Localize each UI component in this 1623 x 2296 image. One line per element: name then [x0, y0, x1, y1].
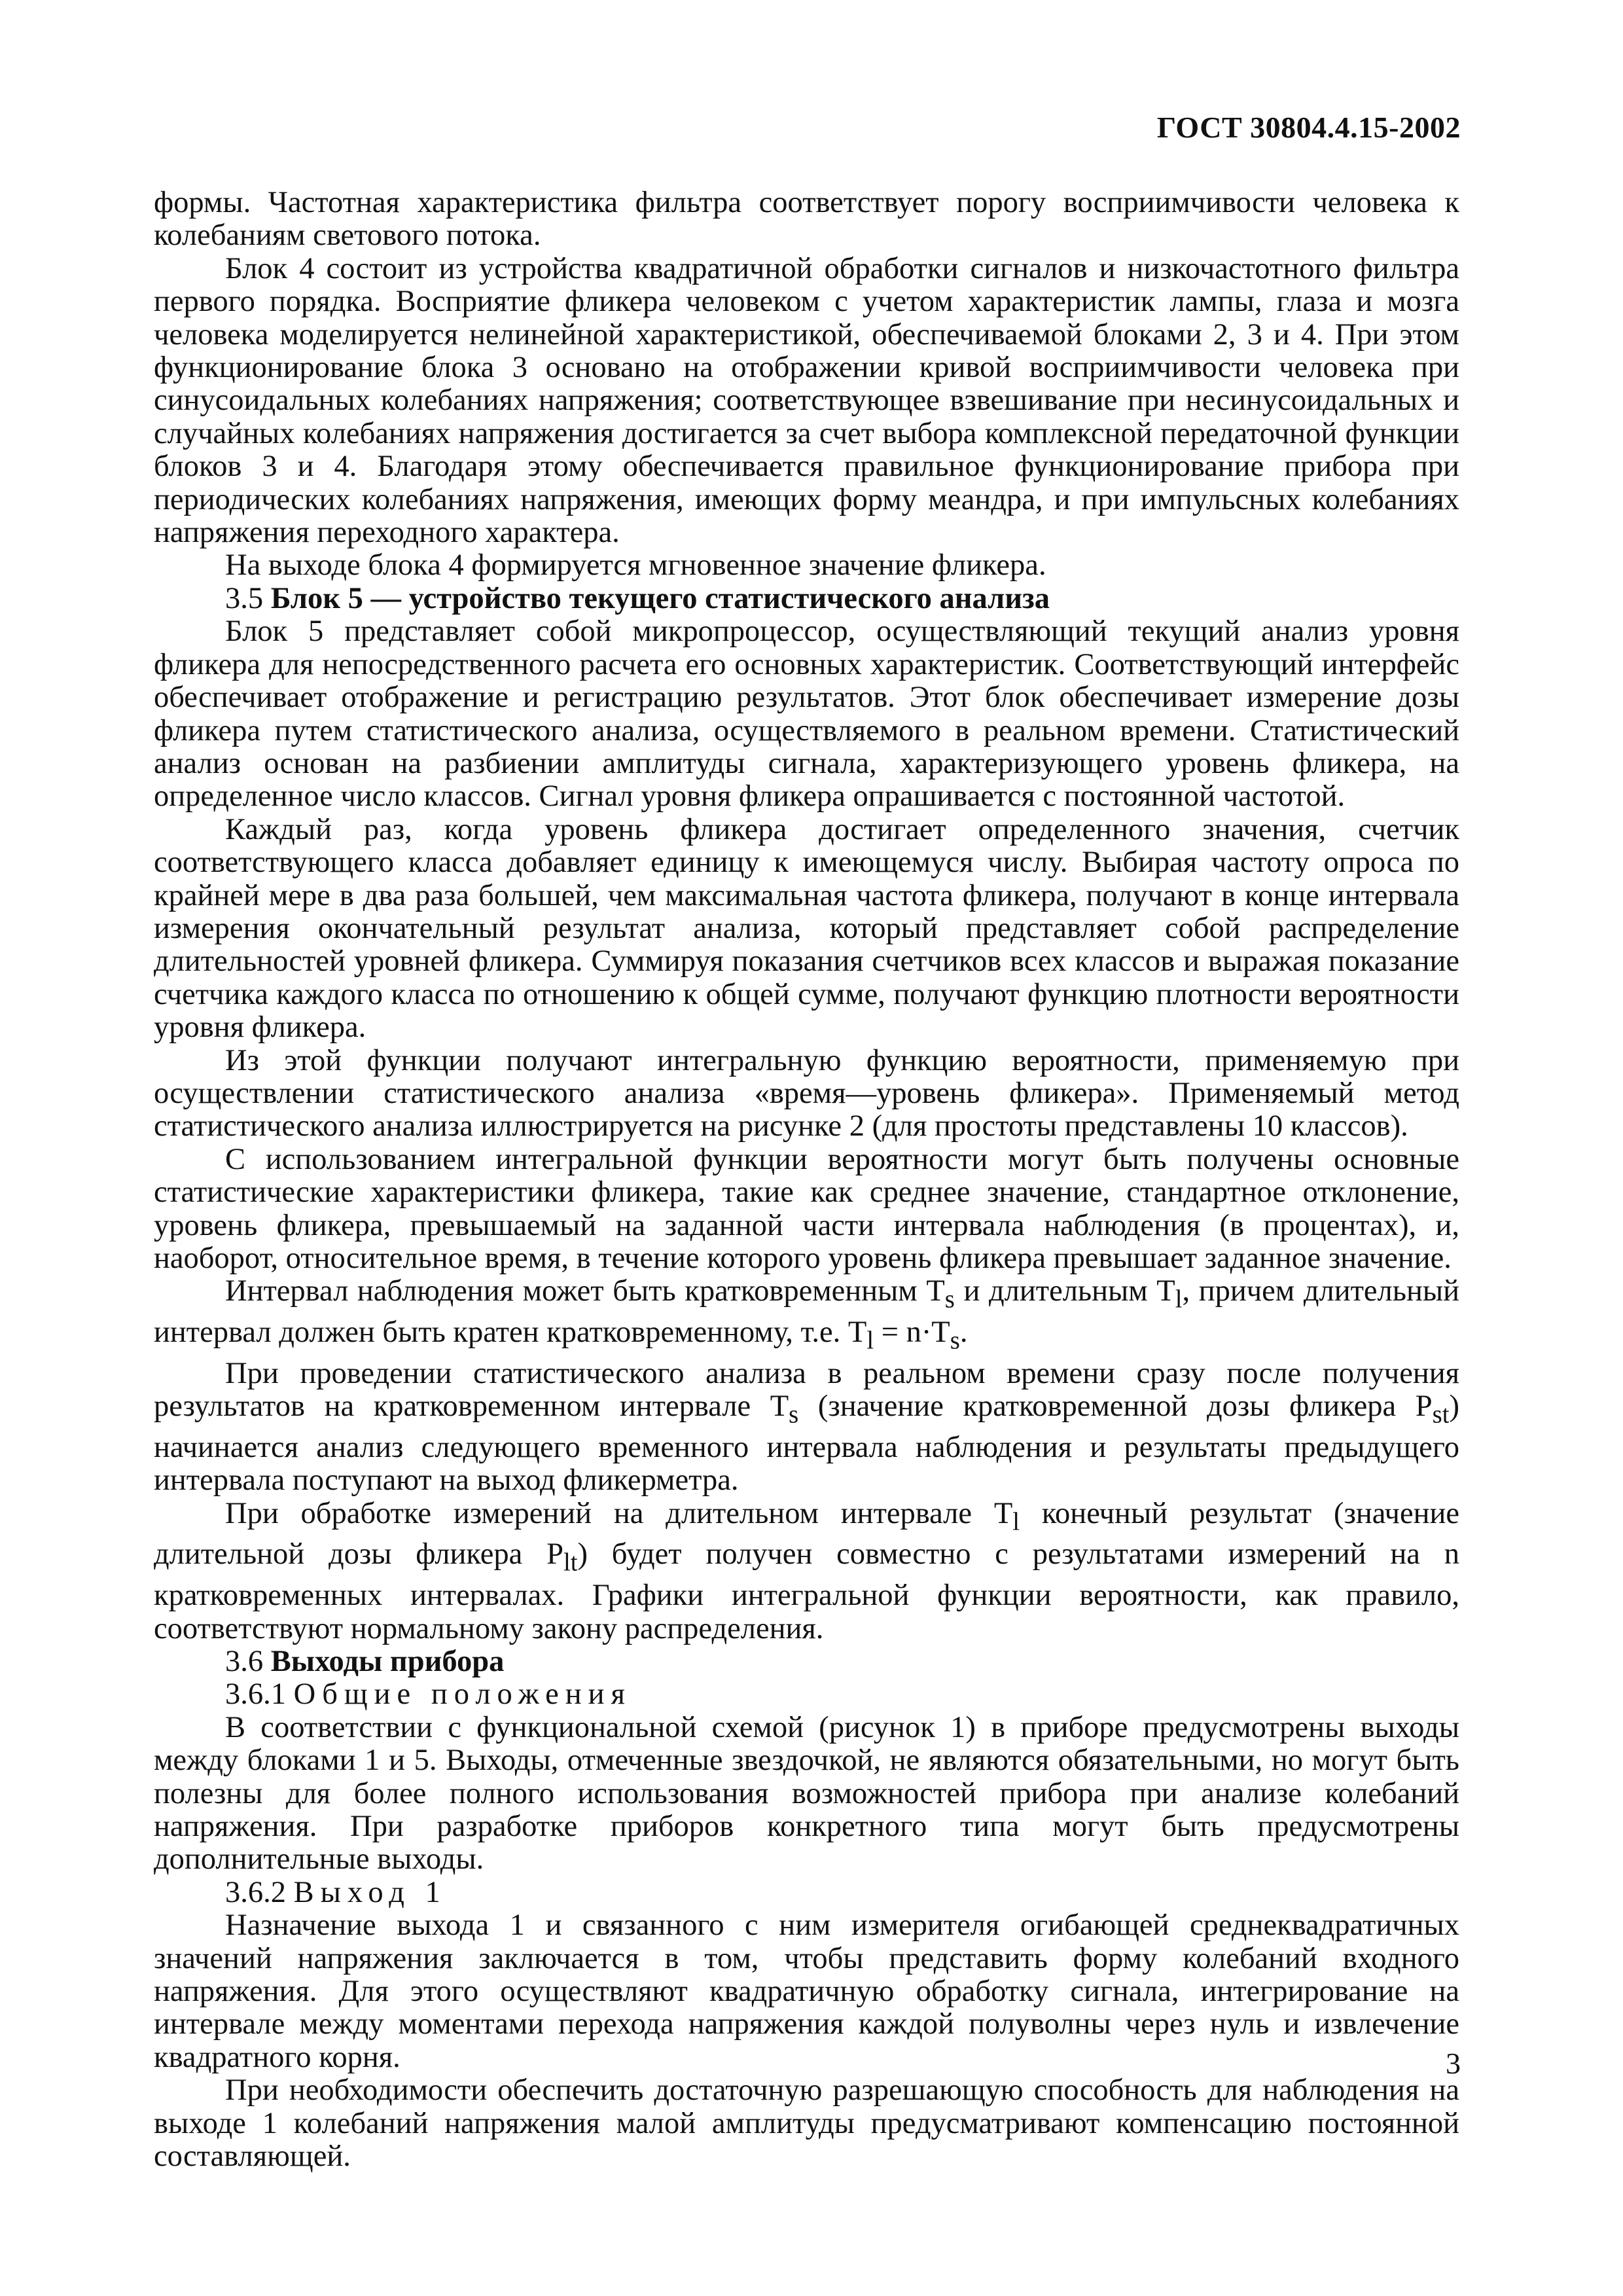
paragraph-block4-output: На выходе блока 4 формируется мгновенное значение фликера.	[225, 548, 1046, 583]
section-title: Выходы прибора	[270, 1644, 505, 1678]
section-title: Выход 1	[293, 1875, 447, 1909]
section-heading-3-6	[154, 1645, 1459, 1678]
paragraph-continuation: формы. Частотная характеристика фильтра соответствует порогу восприимчивости человека к колебаниям светового потока.	[154, 186, 1459, 253]
paragraph-realtime-analysis: При проведении статистического анализа в реальном времени сразу после получения результатов на кратковременном интервале $T_s$ (значение кратковременной дозы фликера $P_{st}$) начинается анализ следующего временного интервала наблюдения и результаты предыдущего интервала поступают на выход фликерметра.	[154, 1356, 1460, 1498]
paragraph-counters: Каждый раз, когда уровень фликера достигает определенного значения, счетчик соответствующего класса добавляет единицу к имеющемуся числу. Выбирая частоту опроса по крайней мере в два раза большей, чем максимальная частота фликера, получают в конце интервала измерения окончательный результат анализа, который представляет собой распределение длительностей уровней фликера. Суммируя показания счетчиков всех классов и выражая показание счетчика каждого класса по отношению к общей сумме, получают функцию плотности вероятности уровня фликера.	[154, 812, 1459, 1045]
section-number: 3.6	[225, 1644, 264, 1678]
paragraph-block5-description: Блок 5 представляет собой микропроцессор, осуществляющий текущий анализ уровня фликера для непосредственного расчета его основных характеристик. Соответствующий интерфейс обеспечивает отображение и регистрацию результатов. Этот блок обеспечивает измерение дозы фликера путем статистического анализа, осуществляемого в реальном времени. Статистический анализ основан на разбиении амплитуды сигнала, характеризующего уровень фликера, на определенное число классов. Сигнал уровня фликера опрашивается с постоянной частотой.	[154, 615, 1459, 814]
paragraph-observation-interval: Интервал наблюдения может быть кратковременным $T_s$ и длительным $T_l$, причем длительный интервал должен быть кратен кратковременному, т.е. $T_l = n\cdot T_s$.	[154, 1274, 1459, 1355]
section-number: 3.6.2	[225, 1875, 286, 1909]
paragraph-integral-function: Из этой функции получают интегральную функцию вероятности, применяемую при осуществлении статистического анализа «время—уровень фликера». Применяемый метод статистического анализа иллюстрируется на рисунке 2 (для простоты представлены 10 классов).	[154, 1043, 1459, 1143]
section-number: 3.6.1	[225, 1677, 286, 1712]
paragraph-statistics: С использованием интегральной функции вероятности могут быть получены основные статистические характеристики фликера, такие как среднее значение, стандартное отклонение, уровень фликера, превышаемый на заданной части интервала наблюдения (в процентах), и, наоборот, относительное время, в течение которого уровень фликера превышает заданное значение.	[154, 1142, 1459, 1275]
page-number: 3	[1446, 2047, 1461, 2080]
section-title: Общие положения	[293, 1677, 632, 1712]
paragraph-output1-compensation: При необходимости обеспечить достаточную разрешающую способность для наблюдения на выходе 1 колебаний напряжения малой амплитуды предусматривают компенсацию постоянной составляющей.	[154, 2073, 1459, 2174]
paragraph-block4: Блок 4 состоит из устройства квадратичной обработки сигналов и низкочастотного фильтра первого порядка. Восприятие фликера человеком с учетом характеристик лампы, глаза и мозга человека моделируется нелинейной характеристикой, обеспечиваемой блоками 2, 3 и 4. При этом функционирование блока 3 основано на отображении кривой восприимчивости человека при синусоидальных колебаниях напряжения; соответствующее взвешивание при несинусоидальных и случайных колебаниях напряжения достигается за счет выбора комплексной передаточной функции блоков 3 и 4. Благодаря этому обеспечивается правильное функционирование прибора при периодических колебаниях напряжения, имеющих форму меандра, и при импульсных колебаниях напряжения переходного характера.	[154, 251, 1459, 550]
section-title: Блок 5 — устройство текущего статистического анализа	[270, 581, 1050, 615]
section-heading-3-5	[154, 583, 1459, 615]
section-heading-3-6-1	[154, 1678, 1459, 1711]
paragraph-output1-purpose: Назначение выхода 1 и связанного с ним измерителя огибающей среднеквадратичных значений напряжения заключается в том, чтобы представить форму колебаний входного напряжения. Для этого осуществляют квадратичную обработку сигнала, интегрирование на интервале между моментами перехода напряжения каждой полуволны через нуль и извлечение квадратного корня.	[154, 1909, 1459, 2074]
paragraph-long-interval: При обработке измерений на длительном интервале $T_l$ конечный результат (значение длительной дозы фликера $P_{lt}$) будет получен совместно с результатами измерений на n кратковременных интервалах. Графики интегральной функции вероятности, как правило, соответствуют нормальному закону распределения.	[154, 1496, 1459, 1645]
document-code-header: ГОСТ 30804.4.15-2002	[1156, 111, 1461, 144]
paragraph-outputs-general: В соответствии с функциональной схемой (рисунок 1) в приборе предусмотрены выходы между блоками 1 и 5. Выходы, отмеченные звездочкой, не являются обязательными, но могут быть полезны для более полного использования возможностей прибора при анализе колебаний напряжения. При разработке приборов конкретного типа могут быть предусмотрены дополнительные выходы.	[154, 1710, 1459, 1876]
section-heading-3-6-2	[154, 1876, 1459, 1909]
page-body	[154, 187, 1459, 2173]
section-number: 3.5	[225, 581, 264, 615]
